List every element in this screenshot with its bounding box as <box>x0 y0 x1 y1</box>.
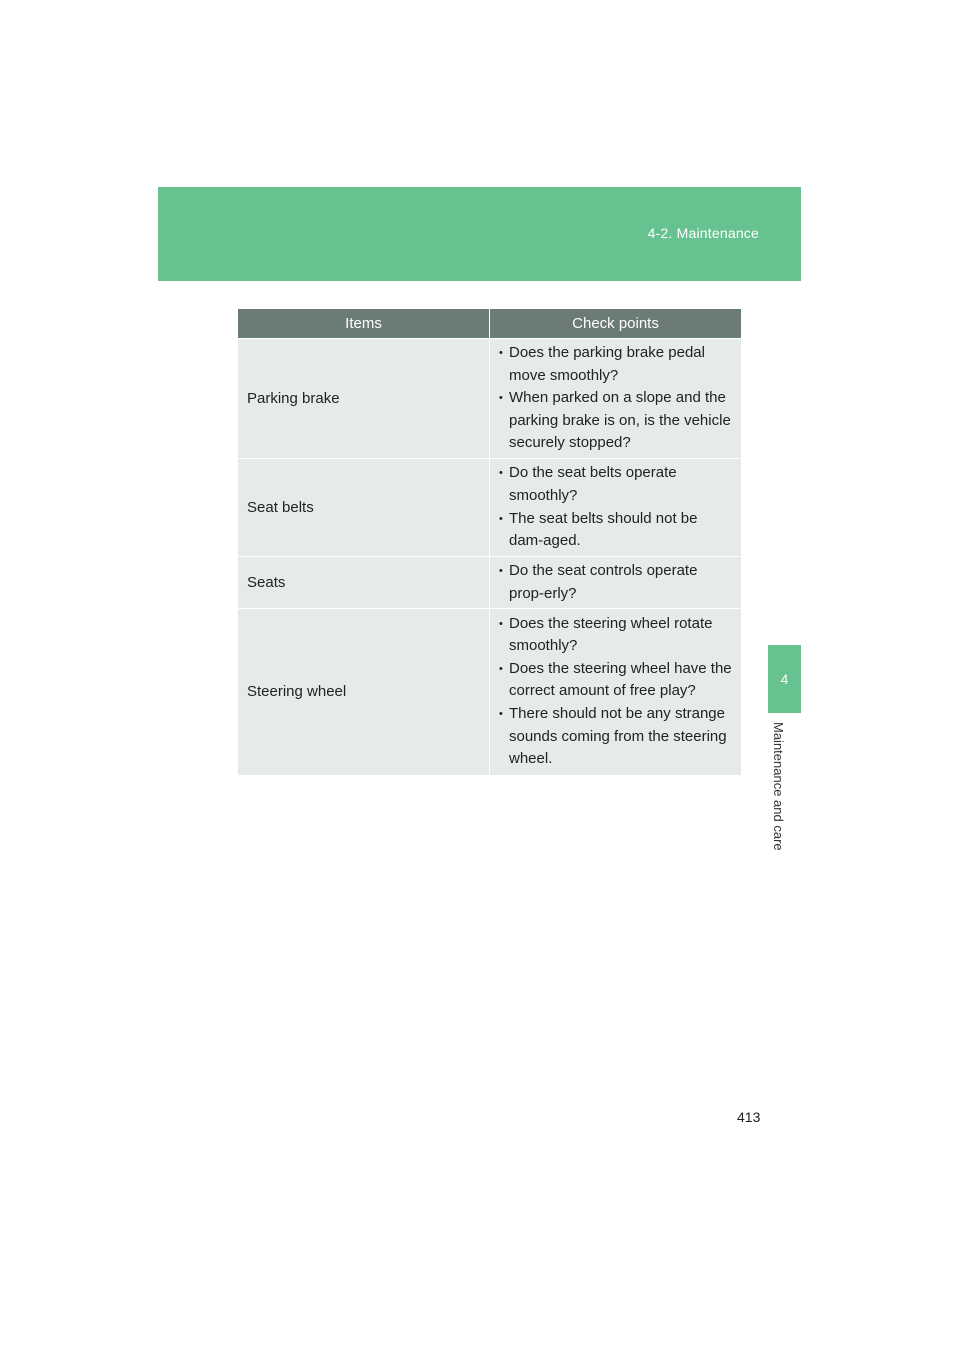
item-cell: Seats <box>238 557 490 609</box>
check-point: • Does the steering wheel rotate smoothly? <box>499 613 735 658</box>
item-cell: Seat belts <box>238 459 490 557</box>
check-point: • Does the steering wheel have the correct amount of free play? <box>499 658 735 703</box>
table-row <box>238 459 741 557</box>
table-row <box>238 339 741 459</box>
column-header-items: Items <box>238 309 490 339</box>
check-point: • Do the seat controls operate prop-erly? <box>499 560 735 605</box>
check-table <box>238 309 741 775</box>
check-point: • When parked on a slope and the parking brake is on, is the vehicle securely stopped? <box>499 387 735 455</box>
check-point: • Does the parking brake pedal move smoothly? <box>499 342 735 387</box>
check-point: • Do the seat belts operate smoothly? <box>499 462 735 507</box>
item-cell: Parking brake <box>238 339 490 459</box>
section-title: 4-2. Maintenance <box>647 225 759 241</box>
page-number: 413 <box>737 1109 761 1125</box>
check-point-list <box>499 342 735 455</box>
check-points-cell <box>490 459 742 557</box>
check-point-list <box>499 462 735 552</box>
chapter-title: Maintenance and care <box>771 722 786 851</box>
table-header-row <box>238 309 741 339</box>
check-point: • There should not be any strange sounds coming from the steering wheel. <box>499 703 735 771</box>
column-header-check-points: Check points <box>490 309 742 339</box>
chapter-tab[interactable] <box>768 645 801 713</box>
check-point: • The seat belts should not be dam-aged. <box>499 508 735 553</box>
check-point-list <box>499 560 735 605</box>
check-points-cell <box>490 609 742 775</box>
chapter-number: 4 <box>780 671 789 687</box>
item-cell: Steering wheel <box>238 609 490 775</box>
table-row <box>238 557 741 609</box>
check-points-cell <box>490 339 742 459</box>
check-point-list <box>499 613 735 771</box>
check-points-cell <box>490 557 742 609</box>
header-band <box>158 187 801 281</box>
table-row <box>238 609 741 775</box>
